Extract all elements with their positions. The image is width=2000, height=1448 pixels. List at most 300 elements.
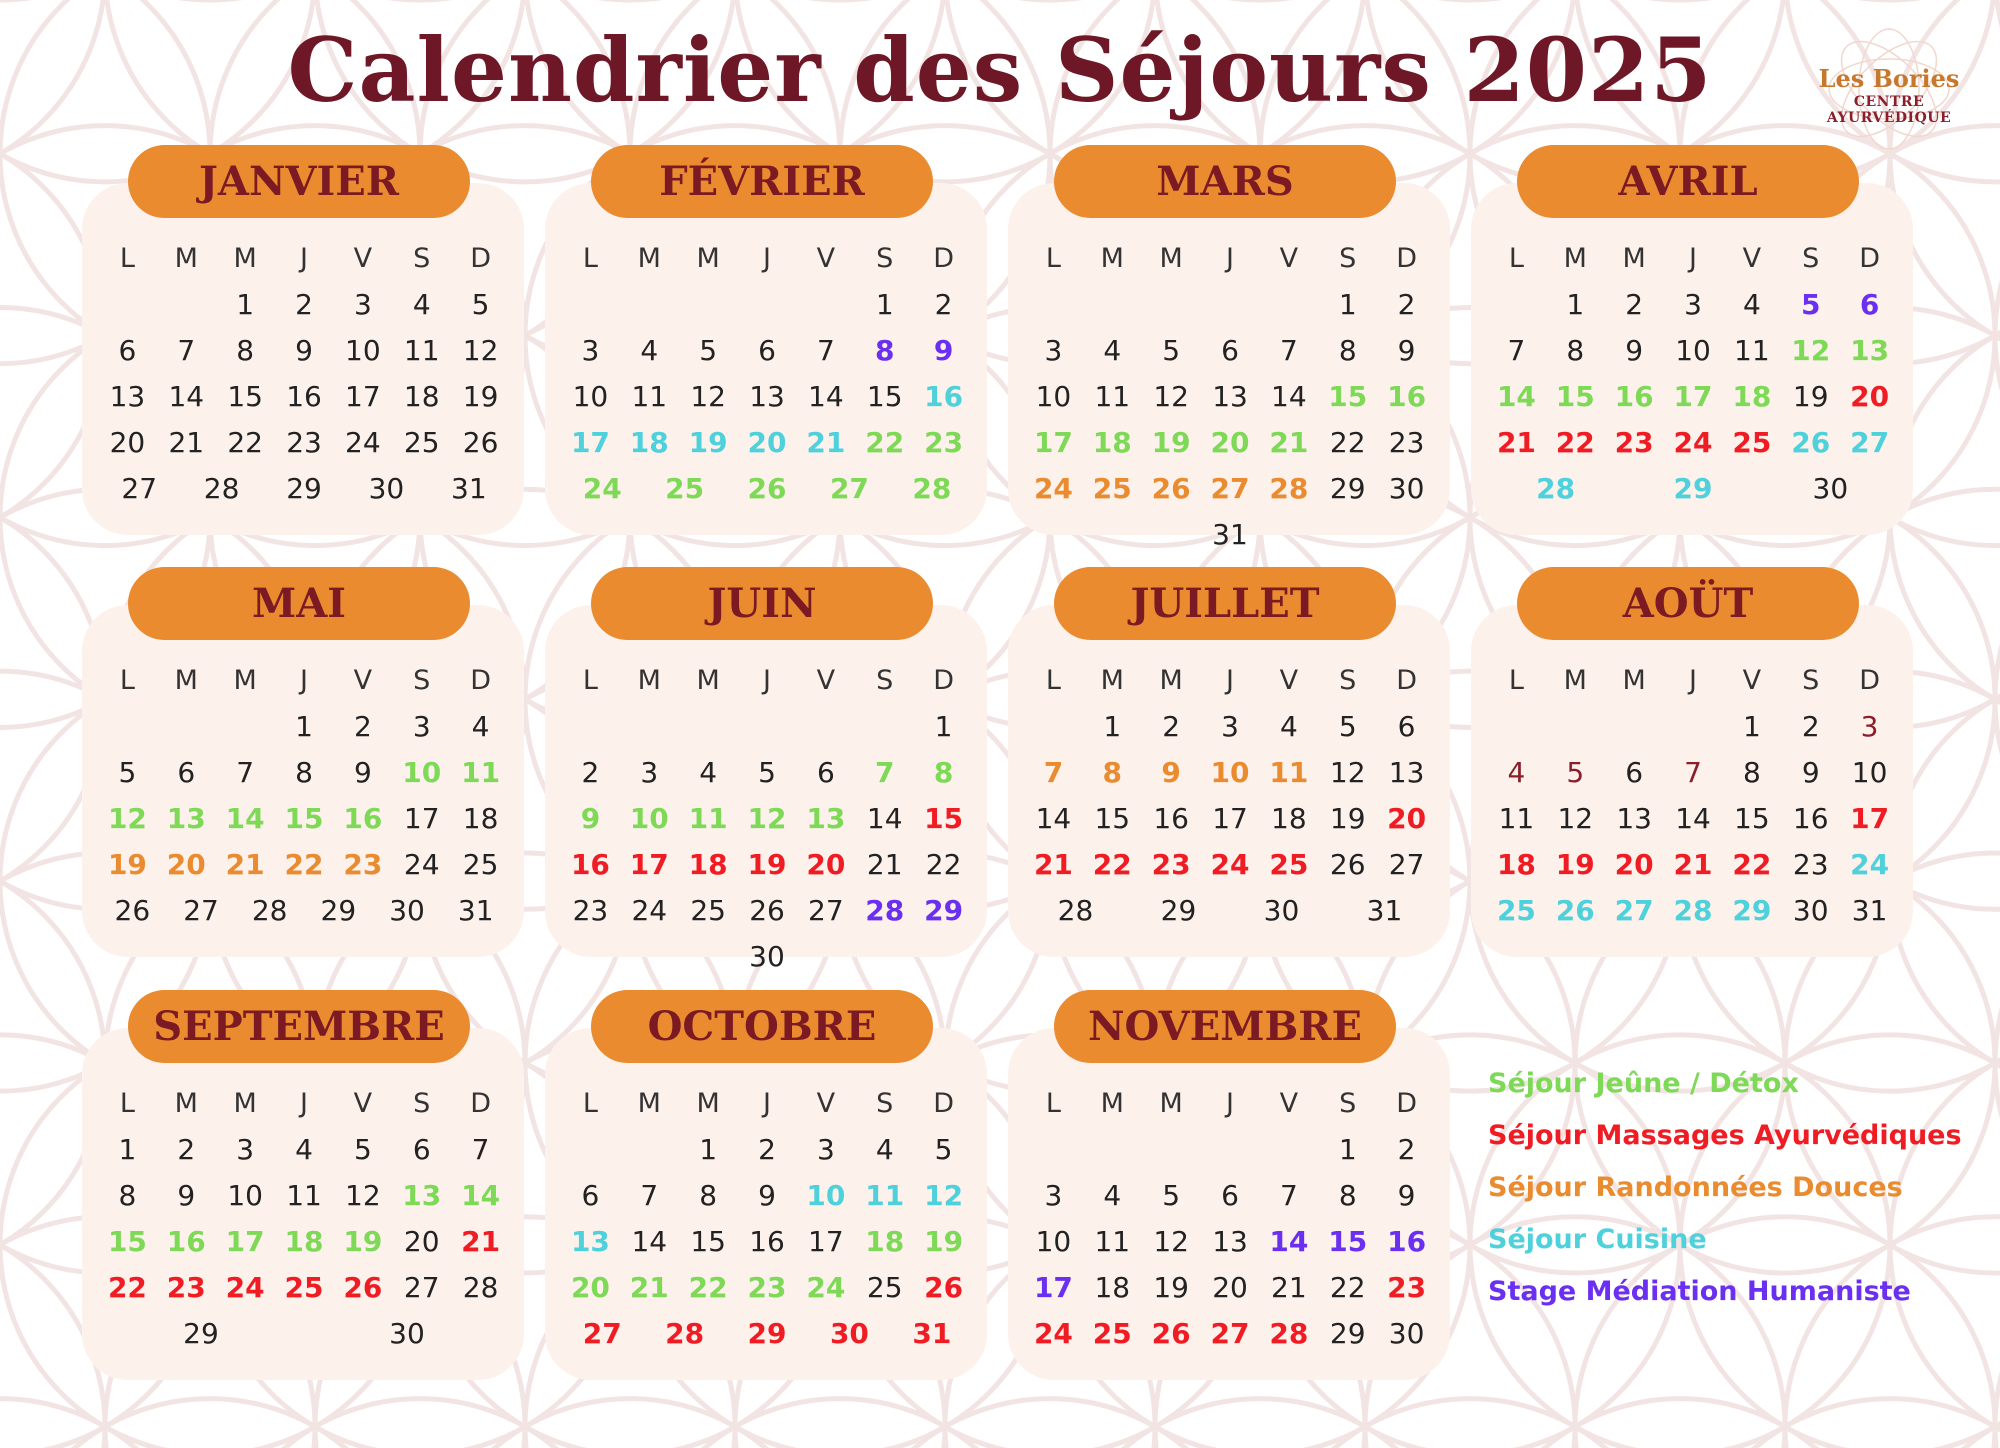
day-cell: 23 (166, 1270, 206, 1304)
day-cell: 21 (866, 847, 903, 881)
day-cell: 2 (1625, 287, 1644, 321)
day-cell: 26 (749, 893, 785, 927)
day-cell: 7 (1043, 755, 1064, 789)
day-cell: 14 (808, 379, 844, 413)
month-grid (98, 1080, 510, 1356)
day-cell: 29 (1160, 893, 1197, 927)
day-cell: 31 (1212, 517, 1248, 551)
weekday-label: M (1100, 1087, 1124, 1119)
day-cell: 12 (1557, 801, 1594, 835)
day-cell: 22 (1092, 847, 1132, 881)
day-cell: 3 (640, 755, 659, 789)
day-cell: 23 (343, 847, 383, 881)
day-cell: 26 (462, 425, 499, 459)
day-cell: 16 (1792, 801, 1829, 835)
week-row (1024, 465, 1436, 511)
weekday-label: D (470, 1087, 491, 1119)
legend (1488, 1058, 1962, 1318)
day-cell: 14 (1675, 801, 1711, 835)
day-cell: 16 (570, 847, 610, 881)
day-cell: 24 (345, 425, 381, 459)
day-cell: 1 (699, 1132, 718, 1166)
day-cell: 20 (403, 1224, 440, 1258)
day-cell: 27 (1614, 893, 1654, 927)
day-cell: 13 (166, 801, 206, 835)
day-cell: 7 (177, 333, 196, 367)
day-cell: 21 (225, 847, 265, 881)
weekday-label: J (763, 1087, 771, 1119)
month-header: JANVIER (128, 145, 470, 218)
day-cell: 4 (412, 287, 431, 321)
month-3 (1471, 145, 1913, 535)
day-cell: 14 (631, 1224, 668, 1258)
day-cell: 31 (1366, 893, 1403, 927)
day-cell: 20 (1387, 801, 1427, 835)
day-cell: 4 (699, 755, 718, 789)
day-cell: 27 (183, 893, 219, 927)
week-row (1024, 841, 1436, 887)
day-cell: 3 (581, 333, 600, 367)
day-cell: 28 (1673, 893, 1713, 927)
day-cell: 6 (581, 1178, 600, 1212)
month-grid (98, 657, 510, 933)
day-cell: 17 (403, 801, 440, 835)
week-row (98, 703, 510, 749)
day-cell: 8 (1102, 755, 1123, 789)
day-cell: 29 (320, 893, 357, 927)
day-cell: 17 (1673, 379, 1713, 413)
day-cell: 9 (1161, 755, 1181, 789)
day-cell: 8 (933, 755, 954, 789)
month-header: MARS (1054, 145, 1396, 218)
month-grid (1487, 235, 1899, 511)
day-cell: 25 (1092, 1316, 1132, 1350)
week-row (1487, 795, 1899, 841)
day-cell: 29 (1329, 1316, 1366, 1350)
week-row (561, 465, 973, 511)
weekday-label: J (300, 1087, 308, 1119)
month-grid (1024, 235, 1436, 557)
weekday-row (1024, 657, 1436, 703)
day-cell: 8 (1338, 1178, 1357, 1212)
day-cell: 15 (227, 379, 263, 413)
month-2 (1008, 145, 1450, 551)
weekday-label: J (763, 242, 771, 274)
day-cell: 24 (631, 893, 668, 927)
week-row (1024, 703, 1436, 749)
month-1 (545, 145, 987, 535)
day-cell: 30 (829, 1316, 869, 1350)
day-cell: 26 (114, 893, 151, 927)
weekday-label: M (1159, 664, 1183, 696)
week-row (561, 281, 973, 327)
day-cell: 29 (183, 1316, 219, 1350)
day-cell: 27 (582, 1316, 622, 1350)
weekday-label: S (1802, 664, 1820, 696)
day-cell: 30 (1388, 1316, 1425, 1350)
day-cell: 10 (1035, 1224, 1072, 1258)
week-row (98, 795, 510, 841)
day-cell: 6 (177, 755, 196, 789)
week-row (561, 703, 973, 749)
day-cell: 1 (1566, 287, 1585, 321)
week-row (561, 327, 973, 373)
day-cell: 22 (227, 425, 263, 459)
day-cell: 18 (403, 379, 440, 413)
weekday-label: M (174, 242, 198, 274)
day-cell: 9 (1801, 755, 1820, 789)
weekday-label: M (696, 664, 720, 696)
month-grid (1024, 657, 1436, 933)
day-cell: 8 (118, 1178, 137, 1212)
weekday-label: L (1508, 664, 1524, 696)
day-cell: 21 (629, 1270, 669, 1304)
day-cell: 6 (1859, 287, 1880, 321)
day-cell: 27 (1388, 847, 1425, 881)
day-cell: 21 (806, 425, 846, 459)
day-cell: 3 (1684, 287, 1702, 321)
weekday-label: D (470, 664, 491, 696)
weekday-label: M (1159, 1087, 1183, 1119)
day-cell: 10 (1851, 755, 1888, 789)
day-cell: 7 (874, 755, 895, 789)
weekday-row (1024, 235, 1436, 281)
day-cell: 24 (1033, 1316, 1073, 1350)
day-cell: 19 (1151, 425, 1191, 459)
day-cell: 30 (1812, 471, 1849, 505)
day-cell: 12 (1791, 333, 1831, 367)
day-cell: 6 (118, 333, 137, 367)
day-cell: 12 (462, 333, 499, 367)
day-cell: 17 (1033, 425, 1073, 459)
weekday-row (98, 657, 510, 703)
day-cell: 14 (225, 801, 265, 835)
day-cell: 29 (1673, 471, 1713, 505)
day-cell: 24 (1673, 425, 1713, 459)
day-cell: 16 (1387, 379, 1427, 413)
week-row (561, 795, 973, 841)
day-cell: 6 (1625, 755, 1644, 789)
day-cell: 24 (403, 847, 440, 881)
day-cell: 11 (1094, 379, 1131, 413)
weekday-label: M (637, 1087, 661, 1119)
day-cell: 17 (570, 425, 610, 459)
day-cell: 8 (295, 755, 313, 789)
day-cell: 3 (236, 1132, 255, 1166)
day-cell: 2 (295, 287, 313, 321)
week-row (1024, 749, 1436, 795)
day-cell: 17 (1033, 1270, 1073, 1304)
day-cell: 28 (1057, 893, 1094, 927)
month-grid (561, 1080, 973, 1356)
day-cell: 12 (1329, 755, 1366, 789)
day-cell: 21 (1271, 1270, 1307, 1304)
day-cell: 22 (1329, 1270, 1366, 1304)
day-cell: 30 (1792, 893, 1829, 927)
day-cell: 22 (284, 847, 324, 881)
weekday-label: J (1689, 664, 1697, 696)
day-cell: 11 (688, 801, 728, 835)
day-cell: 22 (107, 1270, 147, 1304)
day-cell: 6 (816, 755, 835, 789)
day-cell: 24 (225, 1270, 265, 1304)
brand-name: Les Bories (1818, 64, 1960, 93)
day-cell: 18 (1732, 379, 1772, 413)
day-cell: 21 (1033, 847, 1073, 881)
day-cell: 5 (118, 755, 137, 789)
day-cell: 26 (1791, 425, 1831, 459)
day-cell: 25 (1269, 847, 1309, 881)
day-cell: 21 (461, 1224, 501, 1258)
day-cell: 30 (389, 1316, 425, 1350)
weekday-label: L (119, 664, 135, 696)
month-header: MAI (128, 567, 470, 640)
day-cell: 2 (758, 1132, 776, 1166)
weekday-label: S (876, 664, 894, 696)
day-cell: 1 (1103, 709, 1122, 743)
day-cell: 14 (461, 1178, 501, 1212)
week-row (1487, 373, 1899, 419)
day-cell: 29 (747, 1316, 787, 1350)
day-cell: 23 (1792, 847, 1829, 881)
day-cell: 5 (699, 333, 718, 367)
day-cell: 1 (934, 709, 953, 743)
weekday-label: M (696, 1087, 720, 1119)
day-cell: 7 (816, 333, 835, 367)
month-header: FÉVRIER (591, 145, 933, 218)
day-cell: 11 (1269, 755, 1309, 789)
day-cell: 25 (1496, 893, 1536, 927)
day-cell: 30 (749, 939, 785, 973)
day-cell: 7 (1507, 333, 1526, 367)
day-cell: 15 (1094, 801, 1131, 835)
day-cell: 13 (109, 379, 146, 413)
weekday-label: D (1859, 664, 1880, 696)
weekday-label: L (582, 1087, 598, 1119)
brand-subtitle: CENTRE AYURVÉDIQUE (1826, 94, 1952, 126)
day-cell: 25 (665, 471, 705, 505)
day-cell: 25 (866, 1270, 903, 1304)
day-cell: 10 (402, 755, 442, 789)
day-cell: 22 (1555, 425, 1595, 459)
day-cell: 31 (1851, 893, 1888, 927)
day-cell: 11 (403, 333, 440, 367)
month-grid (98, 235, 510, 511)
day-cell: 5 (1162, 333, 1181, 367)
weekday-label: M (696, 242, 720, 274)
day-cell: 26 (343, 1270, 383, 1304)
month-grid (1487, 657, 1899, 933)
day-cell: 24 (1850, 847, 1890, 881)
day-cell: 30 (1388, 471, 1425, 505)
day-cell: 26 (1555, 893, 1595, 927)
day-cell: 20 (806, 847, 846, 881)
day-cell: 3 (1221, 709, 1239, 743)
day-cell: 15 (284, 801, 324, 835)
day-cell: 23 (924, 425, 964, 459)
week-row (1024, 1264, 1436, 1310)
week-row (98, 749, 510, 795)
day-cell: 27 (403, 1270, 440, 1304)
day-cell: 15 (1734, 801, 1770, 835)
day-cell: 17 (225, 1224, 265, 1258)
weekday-label: V (816, 664, 836, 696)
weekday-row (1024, 1080, 1436, 1126)
day-cell: 20 (1212, 1270, 1248, 1304)
day-cell: 18 (865, 1224, 905, 1258)
day-cell: 25 (690, 893, 726, 927)
legend-item-mediation: Stage Médiation Humaniste (1488, 1276, 1911, 1307)
day-cell: 19 (1555, 847, 1595, 881)
month-8 (82, 990, 524, 1380)
month-header: AVRIL (1517, 145, 1859, 218)
day-cell: 7 (471, 1132, 490, 1166)
weekday-label: S (1339, 1087, 1357, 1119)
day-cell: 18 (1094, 1270, 1131, 1304)
day-cell: 27 (1210, 471, 1250, 505)
weekday-label: V (1279, 1087, 1299, 1119)
day-cell: 21 (1496, 425, 1536, 459)
week-row (98, 465, 510, 511)
day-cell: 19 (688, 425, 728, 459)
week-row (1024, 1126, 1436, 1172)
day-cell: 15 (924, 801, 964, 835)
weekday-row (561, 1080, 973, 1126)
day-cell: 22 (1732, 847, 1772, 881)
day-cell: 15 (1328, 1224, 1368, 1258)
month-grid (1024, 1080, 1436, 1356)
page-title: Calendrier des Séjours 2025 (287, 18, 1713, 122)
weekday-label: L (582, 242, 598, 274)
day-cell: 11 (461, 755, 501, 789)
day-cell: 10 (806, 1178, 846, 1212)
weekday-label: J (1689, 242, 1697, 274)
day-cell: 9 (933, 333, 954, 367)
weekday-label: L (119, 1087, 135, 1119)
day-cell: 28 (251, 893, 288, 927)
day-cell: 17 (629, 847, 669, 881)
day-cell: 1 (118, 1132, 137, 1166)
day-cell: 3 (816, 1132, 835, 1166)
weekday-label: D (933, 242, 954, 274)
week-row (98, 281, 510, 327)
day-cell: 10 (1035, 379, 1072, 413)
day-cell: 23 (1387, 1270, 1427, 1304)
day-cell: 3 (1044, 333, 1063, 367)
day-cell: 16 (924, 379, 964, 413)
day-cell: 21 (168, 425, 205, 459)
day-cell: 5 (1338, 709, 1357, 743)
weekday-label: M (174, 664, 198, 696)
weekday-label: V (353, 1087, 373, 1119)
weekday-label: M (1100, 664, 1124, 696)
week-row (98, 1172, 510, 1218)
month-4 (82, 567, 524, 957)
weekday-label: L (1045, 664, 1061, 696)
day-cell: 17 (1850, 801, 1890, 835)
weekday-label: L (1045, 1087, 1061, 1119)
weekday-row (1487, 235, 1899, 281)
week-row (98, 419, 510, 465)
weekday-label: S (413, 242, 431, 274)
week-row (561, 1126, 973, 1172)
week-row (98, 1310, 510, 1356)
weekday-label: D (470, 242, 491, 274)
week-row (1487, 703, 1899, 749)
day-cell: 20 (1850, 379, 1890, 413)
day-cell: 9 (177, 1178, 196, 1212)
day-cell: 9 (1625, 333, 1644, 367)
day-cell: 2 (353, 709, 372, 743)
day-cell: 8 (1566, 333, 1585, 367)
day-cell: 13 (402, 1178, 442, 1212)
day-cell: 28 (1269, 471, 1309, 505)
day-cell: 8 (874, 333, 895, 367)
day-cell: 22 (925, 847, 962, 881)
week-row (98, 1126, 510, 1172)
day-cell: 27 (121, 471, 158, 505)
day-cell: 9 (353, 755, 372, 789)
day-cell: 19 (1329, 801, 1366, 835)
day-cell: 23 (1388, 425, 1425, 459)
day-cell: 1 (236, 287, 255, 321)
legend-item-cuisine: Séjour Cuisine (1488, 1224, 1707, 1255)
week-row (1024, 373, 1436, 419)
day-cell: 23 (1151, 847, 1191, 881)
day-cell: 12 (924, 1178, 964, 1212)
day-cell: 26 (1329, 847, 1366, 881)
week-row (1024, 327, 1436, 373)
weekday-label: D (933, 1087, 954, 1119)
day-cell: 2 (1397, 287, 1416, 321)
day-cell: 22 (1329, 425, 1366, 459)
week-row (561, 1310, 973, 1356)
weekday-label: D (1396, 242, 1417, 274)
week-row (1024, 887, 1436, 933)
week-row (1487, 841, 1899, 887)
legend-item-detox: Séjour Jeûne / Détox (1488, 1068, 1799, 1099)
week-row (98, 1264, 510, 1310)
day-cell: 22 (865, 425, 905, 459)
day-cell: 10 (1675, 333, 1711, 367)
weekday-label: D (933, 664, 954, 696)
day-cell: 17 (808, 1224, 844, 1258)
weekday-label: J (1226, 1087, 1234, 1119)
weekday-label: S (1802, 242, 1820, 274)
month-7 (1471, 567, 1913, 957)
week-row (1487, 887, 1899, 933)
weekday-label: D (1396, 664, 1417, 696)
day-cell: 29 (1732, 893, 1772, 927)
day-cell: 10 (1210, 755, 1250, 789)
day-cell: 8 (699, 1178, 718, 1212)
weekday-label: J (300, 242, 308, 274)
day-cell: 28 (1269, 1316, 1309, 1350)
day-cell: 3 (353, 287, 372, 321)
day-cell: 26 (924, 1270, 964, 1304)
day-cell: 25 (1732, 425, 1772, 459)
weekday-row (98, 1080, 510, 1126)
day-cell: 12 (747, 801, 787, 835)
day-cell: 1 (875, 287, 894, 321)
day-cell: 15 (866, 379, 903, 413)
day-cell: 5 (471, 287, 490, 321)
day-cell: 6 (1221, 1178, 1239, 1212)
day-cell: 19 (1792, 379, 1829, 413)
day-cell: 7 (1279, 333, 1298, 367)
day-cell: 15 (1555, 379, 1595, 413)
day-cell: 13 (749, 379, 785, 413)
